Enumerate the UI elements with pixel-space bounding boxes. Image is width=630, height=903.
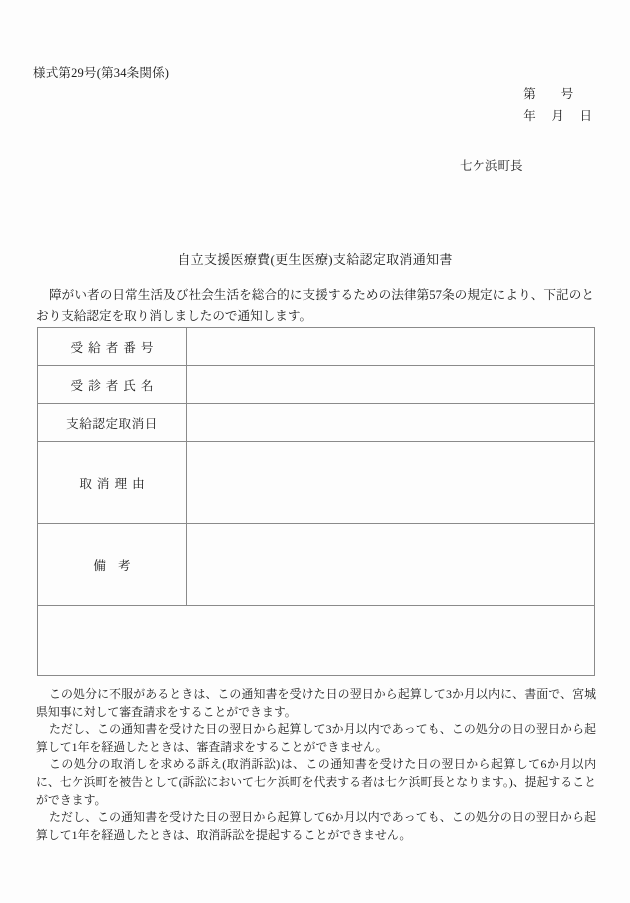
document-date-line: 年 月 日 [523, 109, 592, 123]
table-row-label-text: 受給者番号 [70, 341, 159, 355]
free-entry-cell[interactable] [38, 606, 595, 676]
page-title: 自立支援医療費(更生医療)支給認定取消通知書 [177, 252, 453, 267]
notice-paragraph: ただし、この通知書を受けた日の翌日から起算して6か月以内であっても、この処分の日の翌日から起算して1年を経過したときは、取消訴訟を提起することができません。 [36, 810, 596, 842]
table-row-label-text: 備考 [93, 559, 143, 573]
table-row-label [38, 404, 187, 442]
table-row-label-text: 支給認定取消日 [66, 417, 158, 431]
table-row-label [38, 328, 187, 366]
table-row [38, 442, 595, 524]
document-number-block [523, 83, 592, 127]
table-row-value[interactable] [187, 442, 595, 524]
issuer-name: 七ケ浜町長 [460, 159, 523, 173]
notice-paragraph: この処分に不服があるときは、この通知書を受けた日の翌日から起算して3か月以内に、書面で、宮城県知事に対して審査請求をすることができます。 [36, 687, 596, 719]
table-row [38, 524, 595, 606]
table-row [38, 366, 595, 404]
table-row [38, 328, 595, 366]
table-row-label-text: 受診者氏名 [70, 379, 159, 393]
notice-paragraph: この処分の取消しを求める訴え(取消訴訟)は、この通知書を受けた日の翌日から起算して6か月以内に、七ケ浜町を被告として(訴訟において七ケ浜町を代表する者は七ケ浜町長となります。)、提起することができます。 [36, 757, 596, 807]
table-row-label-text: 取消理由 [79, 477, 150, 491]
document-number-line: 第 号 [523, 87, 574, 101]
appeal-notice-section [36, 686, 596, 844]
table-row-value[interactable] [187, 404, 595, 442]
table-body [38, 328, 595, 676]
lead-paragraph: 障がい者の日常生活及び社会生活を総合的に支援するための法律第57条の規定により、下記のとおり支給認定を取り消しましたので通知します。 [36, 288, 594, 323]
table-row [38, 404, 595, 442]
notice-paragraph: ただし、この通知書を受けた日の翌日から起算して3か月以内であっても、この処分の日の翌日から起算して1年を経過したときは、審査請求をすることができません。 [36, 722, 596, 754]
table-row-label [38, 524, 187, 606]
table-row-value[interactable] [187, 366, 595, 404]
recipient-info-table [37, 327, 595, 676]
table-row [38, 606, 595, 676]
table-row-value[interactable] [187, 328, 595, 366]
form-code-label: 様式第29号(第34条関係) [33, 66, 170, 80]
table-row-value[interactable] [187, 524, 595, 606]
table-row-label [38, 442, 187, 524]
table-row-label [38, 366, 187, 404]
